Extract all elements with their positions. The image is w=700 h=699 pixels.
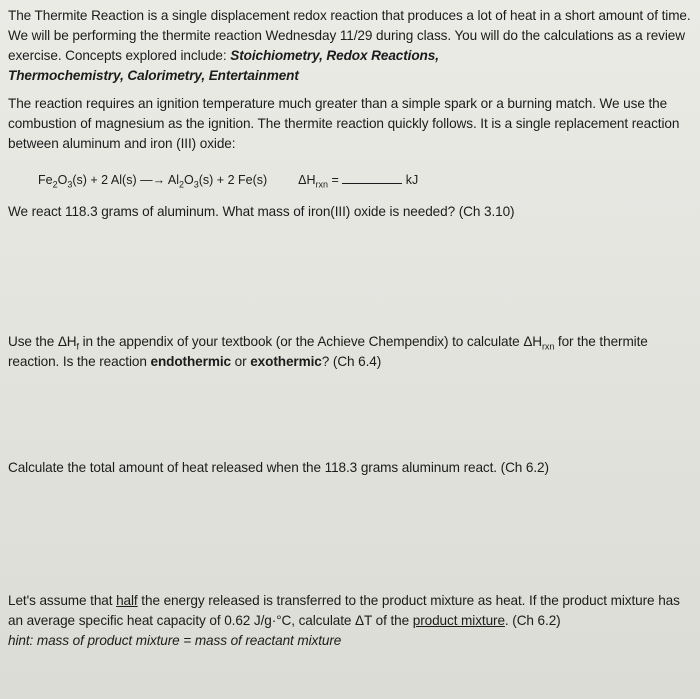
q2-text-3: for the thermite reaction. Is the reaction [8,334,648,369]
q4-half: half [116,593,138,608]
concepts-line-1: Stoichiometry, Redox Reactions, [230,48,439,63]
question-3: Calculate the total amount of heat released when the 118.3 grams aluminum react. (Ch 6.2) [8,460,549,475]
eq-o-sub: 3 [67,179,73,190]
eq-o2: O [184,173,194,187]
intro-text: The Thermite Reaction is a single displacement redox reaction that produces a lot of heat in a short amount of time. We will be performing the thermite reaction Wednesday 11/29 during class. You will do the calculations as a review exercise. Concepts explored include: [8,8,691,63]
concepts-line-2: Thermochemistry, Calorimetry, Entertainment [8,68,299,83]
eq-delta-h: ΔH [298,173,316,187]
eq-left-rest: (s) + 2 Al(s) —→ Al [72,173,179,187]
answer-blank[interactable] [342,171,402,184]
eq-fe-sub: 2 [52,179,58,190]
reaction-paragraph: The reaction requires an ignition temperature much greater than a simple spark or a burning match. We use the combustion of magnesium as the ignition. The thermite reaction quickly follows. It is a single replacement reaction between aluminum and iron (III) oxide: [8,96,680,151]
q4-text-1: Let's assume that [8,593,117,608]
eq-rxn-sub: rxn [315,179,329,190]
question-2 [8,332,694,372]
eq-o: O [57,173,68,187]
q2-f-sub: f [76,341,79,352]
q2-delta-hf: ΔH [57,334,77,349]
eq-fe: Fe [38,173,53,187]
q2-text-4: ? (Ch 6.4) [321,354,382,369]
q4-text-3: . (Ch 6.2) [504,613,561,628]
eq-al-sub: 2 [178,179,184,190]
q4-product-mixture: product mixture [412,613,505,628]
q2-text-1: Use the [8,334,58,349]
q2-or: or [230,354,251,369]
q4-text-2: the energy released is transferred to the product mixture as heat. If the product mixture has an average specific heat capacity of 0.62 J/g·°C, calculate ΔT of the [8,593,680,628]
eq-o2-sub: 3 [193,179,199,190]
q2-exothermic: exothermic [250,354,322,369]
q2-rxn-sub: rxn [542,341,555,352]
thermite-equation [38,170,418,190]
intro-paragraph [8,6,694,86]
q4-hint: hint: mass of product mixture = mass of reactant mixture [8,633,342,648]
q2-endothermic: endothermic [150,354,231,369]
q2-text-2: in the appendix of your textbook (or the Achieve Chempendix) to calculate [78,334,524,349]
q2-delta-hrxn: ΔH [523,334,543,349]
eq-equals: = [328,173,343,187]
question-4 [8,591,694,651]
eq-right-rest: (s) + 2 Fe(s) [198,173,268,187]
eq-unit: kJ [405,173,419,187]
question-1: We react 118.3 grams of aluminum. What mass of iron(III) oxide is needed? (Ch 3.10) [8,204,515,219]
